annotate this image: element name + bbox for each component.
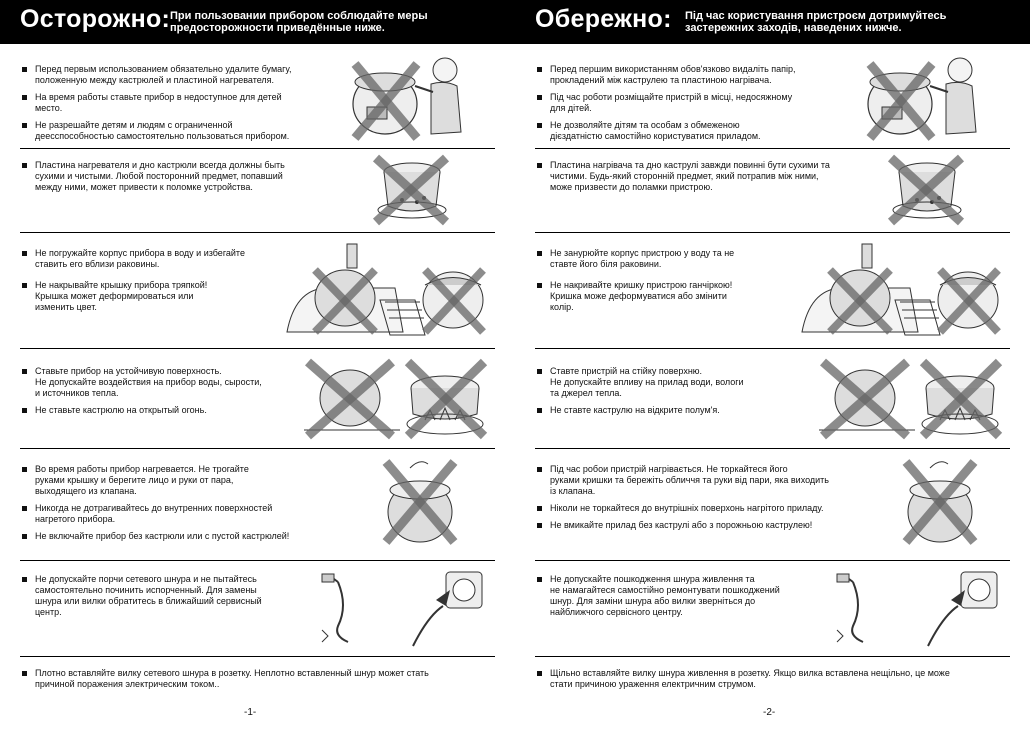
section-divider — [535, 148, 1010, 149]
steam-valve-illustration — [900, 456, 980, 546]
inner-pot-illustration — [362, 154, 462, 226]
section-divider — [20, 232, 495, 233]
section-divider — [20, 560, 495, 561]
bullet-list — [20, 366, 295, 422]
list-item: Во время работы прибор нагревается. Не трогайте руками крышку и берегите лицо и руки от пара, выходящего из клапана. — [20, 464, 320, 497]
caution-intro — [170, 10, 428, 34]
bullet-list — [20, 64, 310, 148]
heat-source-illustration — [300, 358, 490, 440]
list-item: Не разрешайте детям и людям с ограниченной деесспособностью самостоятельно пользоваться прибором. — [20, 120, 310, 142]
bullet-list — [535, 248, 785, 319]
list-item: Не накрывайте крышку прибора тряпкой! Крышка может деформироваться или изменить цвет. — [20, 280, 270, 313]
bullet-list — [535, 464, 845, 537]
sink-and-cloth-illustration — [285, 240, 490, 340]
list-item: Пластина нагрівача та дно каструлі завжди повинні бути сухими та чистими. Будь-який сторонній предмет, який потрапив між ними, може призвести до поламки пристрою. — [535, 160, 855, 193]
list-item: Не дозволяйте дітям та особам з обмеженою дієздатністю самостійно користуватися приладом. — [535, 120, 825, 142]
page-ukrainian — [515, 0, 1030, 730]
bullet-list — [535, 64, 825, 148]
list-item: Не допускайте порчи сетевого шнура и не пытайтесь самостоятельно починить испорченный. Для замены шнура или вилки обратитесь в ближайший сервисный центр. — [20, 574, 300, 618]
list-item: Не ставте каструлю на відкрите полум'я. — [535, 405, 810, 416]
caution-header — [0, 0, 515, 44]
list-item: Перед першим використанням обов'язково видаліть папір, прокладений між каструлею та пластиною нагрівача. — [535, 64, 825, 86]
list-item: Ніколи не торкайтеся до внутрішніх поверхонь нагрітого приладу. — [535, 503, 845, 514]
bullet-list — [20, 574, 300, 624]
list-item: Під час роботи розміщайте пристрій в місці, недосяжному для дітей. — [535, 92, 825, 114]
section-divider — [20, 148, 495, 149]
bullet-list — [20, 668, 480, 696]
list-item: Щільно вставляйте вилку шнура живлення в розетку. Якщо вилка вставлена нещільно, це може стати причиною ураження електричним струмом. — [535, 668, 995, 690]
bullet-list — [20, 248, 270, 319]
intro-line: При пользовании прибором соблюдайте меры — [170, 10, 428, 22]
section-divider — [535, 560, 1010, 561]
list-item: Під час робои пристрій нагрівається. Не торкайтеся його руками кришки та бережіть обличчя та руки від пари, яка виходить із клапана. — [535, 464, 845, 497]
heat-source-illustration — [815, 358, 1005, 440]
section-divider — [535, 656, 1010, 657]
list-item: Ставте пристрій на стійку поверхню. Не допускайте впливу на прилад води, вологи та джерел тепла. — [535, 366, 810, 399]
list-item: Не занурюйте корпус пристрою у воду та не ставте його біля раковини. — [535, 248, 785, 270]
intro-line: Під час користування пристроєм дотримуйтесь — [685, 10, 947, 22]
page-number: -1- — [244, 707, 257, 718]
caution-title: Осторожно: — [20, 5, 171, 33]
bullet-list — [20, 160, 310, 199]
intro-line: застережних заходів, наведених нижче. — [685, 22, 902, 34]
list-item: На время работы ставьте прибор в недоступное для детей место. — [20, 92, 310, 114]
list-item: Ставьте прибор на устойчивую поверхность. Не допускайте воздействия на прибор воды, сырости, и источников тепла. — [20, 366, 295, 399]
bullet-list — [535, 160, 855, 199]
caution-title: Обережно: — [535, 5, 672, 33]
page-number: -2- — [763, 707, 776, 718]
inner-pot-illustration — [877, 154, 977, 226]
section-divider — [20, 348, 495, 349]
list-item: Перед первым использованием обязательно удалите бумагу, положенную между кастрюлей и пластиной нагревателя. — [20, 64, 310, 86]
sink-and-cloth-illustration — [800, 240, 1005, 340]
plug-socket-illustration — [833, 566, 1003, 648]
cooker-child-illustration — [345, 52, 475, 144]
section-divider — [20, 656, 495, 657]
section-divider — [535, 232, 1010, 233]
bullet-list — [20, 464, 320, 548]
list-item: Не накривайте кришку пристрою ганчіркою! Кришка може деформуватися або змінити колір. — [535, 280, 785, 313]
section-divider — [20, 448, 495, 449]
cooker-child-illustration — [860, 52, 990, 144]
bullet-list — [535, 668, 995, 696]
section-divider — [535, 448, 1010, 449]
list-item: Никогда не дотрагивайтесь до внутренних поверхностей нагретого прибора. — [20, 503, 320, 525]
intro-line: предосторожности приведённые ниже. — [170, 22, 385, 34]
plug-socket-illustration — [318, 566, 488, 648]
list-item: Не включайте прибор без кастрюли или с пустой кастрюлей! — [20, 531, 320, 542]
list-item: Не погружайте корпус прибора в воду и избегайте ставить его вблизи раковины. — [20, 248, 270, 270]
caution-header — [515, 0, 1030, 44]
section-divider — [535, 348, 1010, 349]
bullet-list — [535, 366, 810, 422]
list-item: Не ставьте кастрюлю на открытый огонь. — [20, 405, 295, 416]
list-item: Плотно вставляйте вилку сетевого шнура в розетку. Неплотно вставленный шнур может стать причиной поражения электрическим током.. — [20, 668, 480, 690]
list-item: Не допускайте пошкодження шнура живлення та не намагайтеся самостійно ремонтувати пошкоджений шнур. Для заміни шнура або вилки зверніться до найближчого сервісного центру. — [535, 574, 815, 618]
list-item: Пластина нагревателя и дно кастрюли всегда должны быть сухими и чистыми. Любой посторонний предмет, попавший между ними, может привести к поломке устройства. — [20, 160, 310, 193]
bullet-list — [535, 574, 815, 624]
steam-valve-illustration — [380, 456, 460, 546]
list-item: Не вмикайте прилад без каструлі або з порожньою каструлею! — [535, 520, 845, 531]
caution-intro — [685, 10, 946, 34]
